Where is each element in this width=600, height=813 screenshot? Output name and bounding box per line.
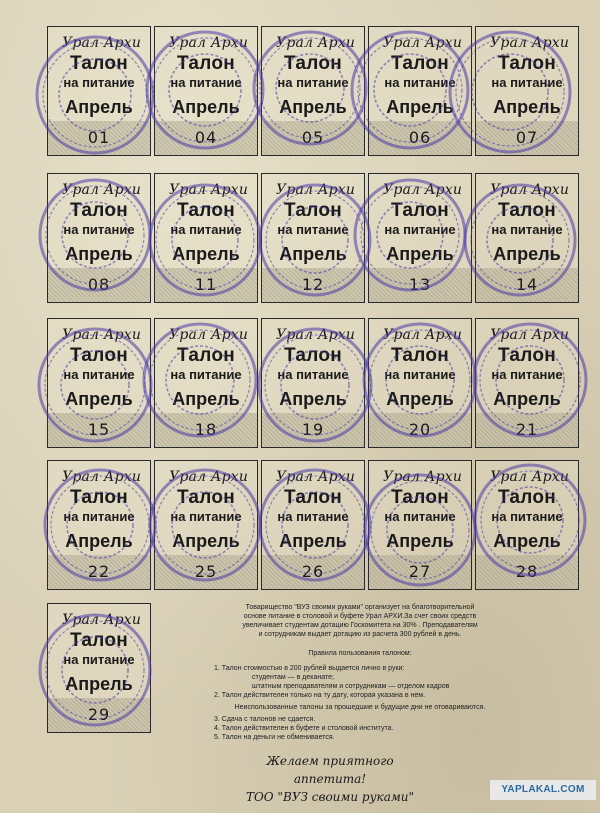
coupon-title: Талон [283,200,343,221]
meal-coupon [368,173,472,303]
meal-coupon [261,26,365,156]
coupon-number: 25 [194,562,218,581]
coupon-org: Урал Архи [490,327,570,343]
coupon-org: Урал Архи [383,469,463,485]
coupon-title: Талон [283,487,343,508]
coupon-month: Апрель [65,97,133,117]
coupon-org: Урал Архи [169,35,249,51]
coupon-title: Талон [390,345,450,366]
coupon-month: Апрель [386,389,454,409]
coupon-number: 13 [408,275,432,294]
coupon-title: Талон [390,200,450,221]
coupon-title: Талон [69,200,129,221]
coupon-org: Урал Архи [383,327,463,343]
coupon-subtitle: на питание [170,509,242,524]
coupon-org: Урал Архи [383,182,463,198]
coupon-org: Урал Архи [62,612,142,628]
meal-coupon [368,318,472,448]
coupon-number: 11 [194,275,218,294]
coupon-org: Урал Архи [62,182,142,198]
coupon-org: Урал Архи [490,35,570,51]
coupon-title: Талон [176,53,236,74]
coupon-subtitle: на питание [277,75,349,90]
coupon-month: Апрель [172,389,240,409]
coupon-subtitle: на питание [277,222,349,237]
coupon-number: 05 [301,128,325,147]
meal-coupon [47,26,151,156]
coupon-subtitle: на питание [170,75,242,90]
intro-line: Товарищество "ВУЗ своими руками" организует на благотворительной [245,604,475,611]
coupon-month: Апрель [386,97,454,117]
meal-coupon [261,318,365,448]
intro-line: увеличивает студентам дотацию Госкомитета на 30% . Преподавателям [242,622,478,629]
coupon-title: Талон [176,487,236,508]
coupon-org: Урал Архи [490,182,570,198]
meal-coupon [47,318,151,448]
meal-coupon [154,26,258,156]
rule-4: 4. Талон действителен в буфете и столовой института. [214,725,394,732]
coupon-org: Урал Архи [62,469,142,485]
rule-1a: студентам — в деканате; [252,674,334,681]
coupon-title: Талон [69,487,129,508]
coupon-month: Апрель [65,674,133,694]
coupon-subtitle: на питание [170,222,242,237]
coupon-subtitle: на питание [491,367,563,382]
coupon-month: Апрель [493,97,561,117]
meal-coupon [47,173,151,303]
coupon-number: 26 [301,562,325,581]
rule-3: 3. Сдача с талонов не сдается. [214,716,316,723]
coupon-subtitle: на питание [63,509,135,524]
coupon-number: 15 [87,420,111,439]
meal-coupon [154,173,258,303]
coupon-org: Урал Архи [169,182,249,198]
coupon-month: Апрель [279,389,347,409]
rule-1: 1. Талон стоимостью в 200 рублей выдается лично в руки: [214,665,405,672]
coupon-subtitle: на питание [384,509,456,524]
coupon-subtitle: на питание [63,222,135,237]
meal-coupon [475,173,579,303]
coupon-subtitle: на питание [63,75,135,90]
meal-coupon [475,26,579,156]
coupon-number: 29 [87,705,111,724]
coupon-number: 27 [408,562,432,581]
wish-line: Желаем приятного аппетита! [266,754,394,786]
coupon-title: Талон [283,345,343,366]
coupon-subtitle: на питание [491,222,563,237]
coupon-month: Апрель [386,244,454,264]
meal-coupon [47,460,151,590]
coupon-number: 19 [301,420,325,439]
coupon-number: 20 [408,420,432,439]
coupon-month: Апрель [386,531,454,551]
coupon-subtitle: на питание [277,509,349,524]
rules-heading: Правила пользования талоном: [308,650,412,657]
coupon-number: 22 [87,562,111,581]
coupon-org: Урал Архи [383,35,463,51]
coupon-subtitle: на питание [491,75,563,90]
coupon-subtitle: на питание [384,222,456,237]
coupon-title: Талон [69,53,129,74]
coupon-month: Апрель [279,244,347,264]
closing-wish [230,752,430,806]
meal-coupon [475,318,579,448]
coupon-number: 21 [515,420,539,439]
meal-coupon [154,318,258,448]
coupon-title: Талон [497,53,557,74]
coupon-org: Урал Архи [276,35,356,51]
coupon-month: Апрель [279,97,347,117]
coupon-title: Талон [497,345,557,366]
coupon-org: Урал Архи [62,327,142,343]
coupon-title: Талон [176,200,236,221]
coupon-org: Урал Архи [169,327,249,343]
coupon-title: Талон [283,53,343,74]
coupon-title: Талон [69,345,129,366]
coupon-subtitle: на питание [277,367,349,382]
coupon-title: Талон [497,487,557,508]
coupon-title: Талон [497,200,557,221]
meal-coupon [475,460,579,590]
coupon-title: Талон [176,345,236,366]
rule-2: 2. Талон действителен только на ту дату, которая указана в нем. [214,692,426,699]
coupon-org: Урал Архи [276,327,356,343]
coupon-number: 04 [194,128,218,147]
coupon-org: Урал Архи [169,469,249,485]
coupon-title: Талон [69,630,129,651]
intro-line: основе питание в столовой и буфете Урал АРХИ.За счет своих средств [243,613,477,620]
coupon-month: Апрель [493,389,561,409]
coupon-org: Урал Архи [276,469,356,485]
coupon-subtitle: на питание [491,509,563,524]
intro-line: и сотрудникам выдает дотацию из расчета 300 рублей в день. [258,631,462,638]
coupon-month: Апрель [65,389,133,409]
coupon-subtitle: на питание [63,652,135,667]
rule-note: Неиспользованные талоны за прошедшие и будущие дни не отовариваются. [234,704,486,711]
coupon-number: 08 [87,275,111,294]
coupon-month: Апрель [172,244,240,264]
coupon-org: Урал Архи [276,182,356,198]
coupon-subtitle: на питание [384,367,456,382]
rules-text [200,603,520,742]
coupon-number: 07 [515,128,539,147]
coupon-title: Талон [390,487,450,508]
coupon-number: 18 [194,420,218,439]
coupon-month: Апрель [493,531,561,551]
coupon-number: 12 [301,275,325,294]
watermark-badge: YAPLAKAL.COM [490,780,596,800]
coupon-month: Апрель [65,531,133,551]
coupon-month: Апрель [65,244,133,264]
coupon-number: 01 [87,128,111,147]
coupon-month: Апрель [172,531,240,551]
coupon-month: Апрель [279,531,347,551]
coupon-title: Талон [390,53,450,74]
coupon-number: 28 [515,562,539,581]
meal-coupon [261,173,365,303]
coupon-org: Урал Архи [62,35,142,51]
meal-coupon [47,603,151,733]
coupon-month: Апрель [493,244,561,264]
meal-coupon [261,460,365,590]
signature-line: ТОО "ВУЗ своими руками" [245,790,415,804]
meal-coupon [368,460,472,590]
coupon-subtitle: на питание [170,367,242,382]
meal-coupon [154,460,258,590]
coupon-org: Урал Архи [490,469,570,485]
coupon-month: Апрель [172,97,240,117]
rule-5: 5. Талон на деньги не обменивается. [214,734,335,741]
meal-coupon [368,26,472,156]
coupon-number: 06 [408,128,432,147]
coupon-subtitle: на питание [384,75,456,90]
rule-1b: штатным преподавателям и сотрудникам — отделом кадров [252,683,450,690]
coupon-subtitle: на питание [63,367,135,382]
coupon-number: 14 [515,275,539,294]
